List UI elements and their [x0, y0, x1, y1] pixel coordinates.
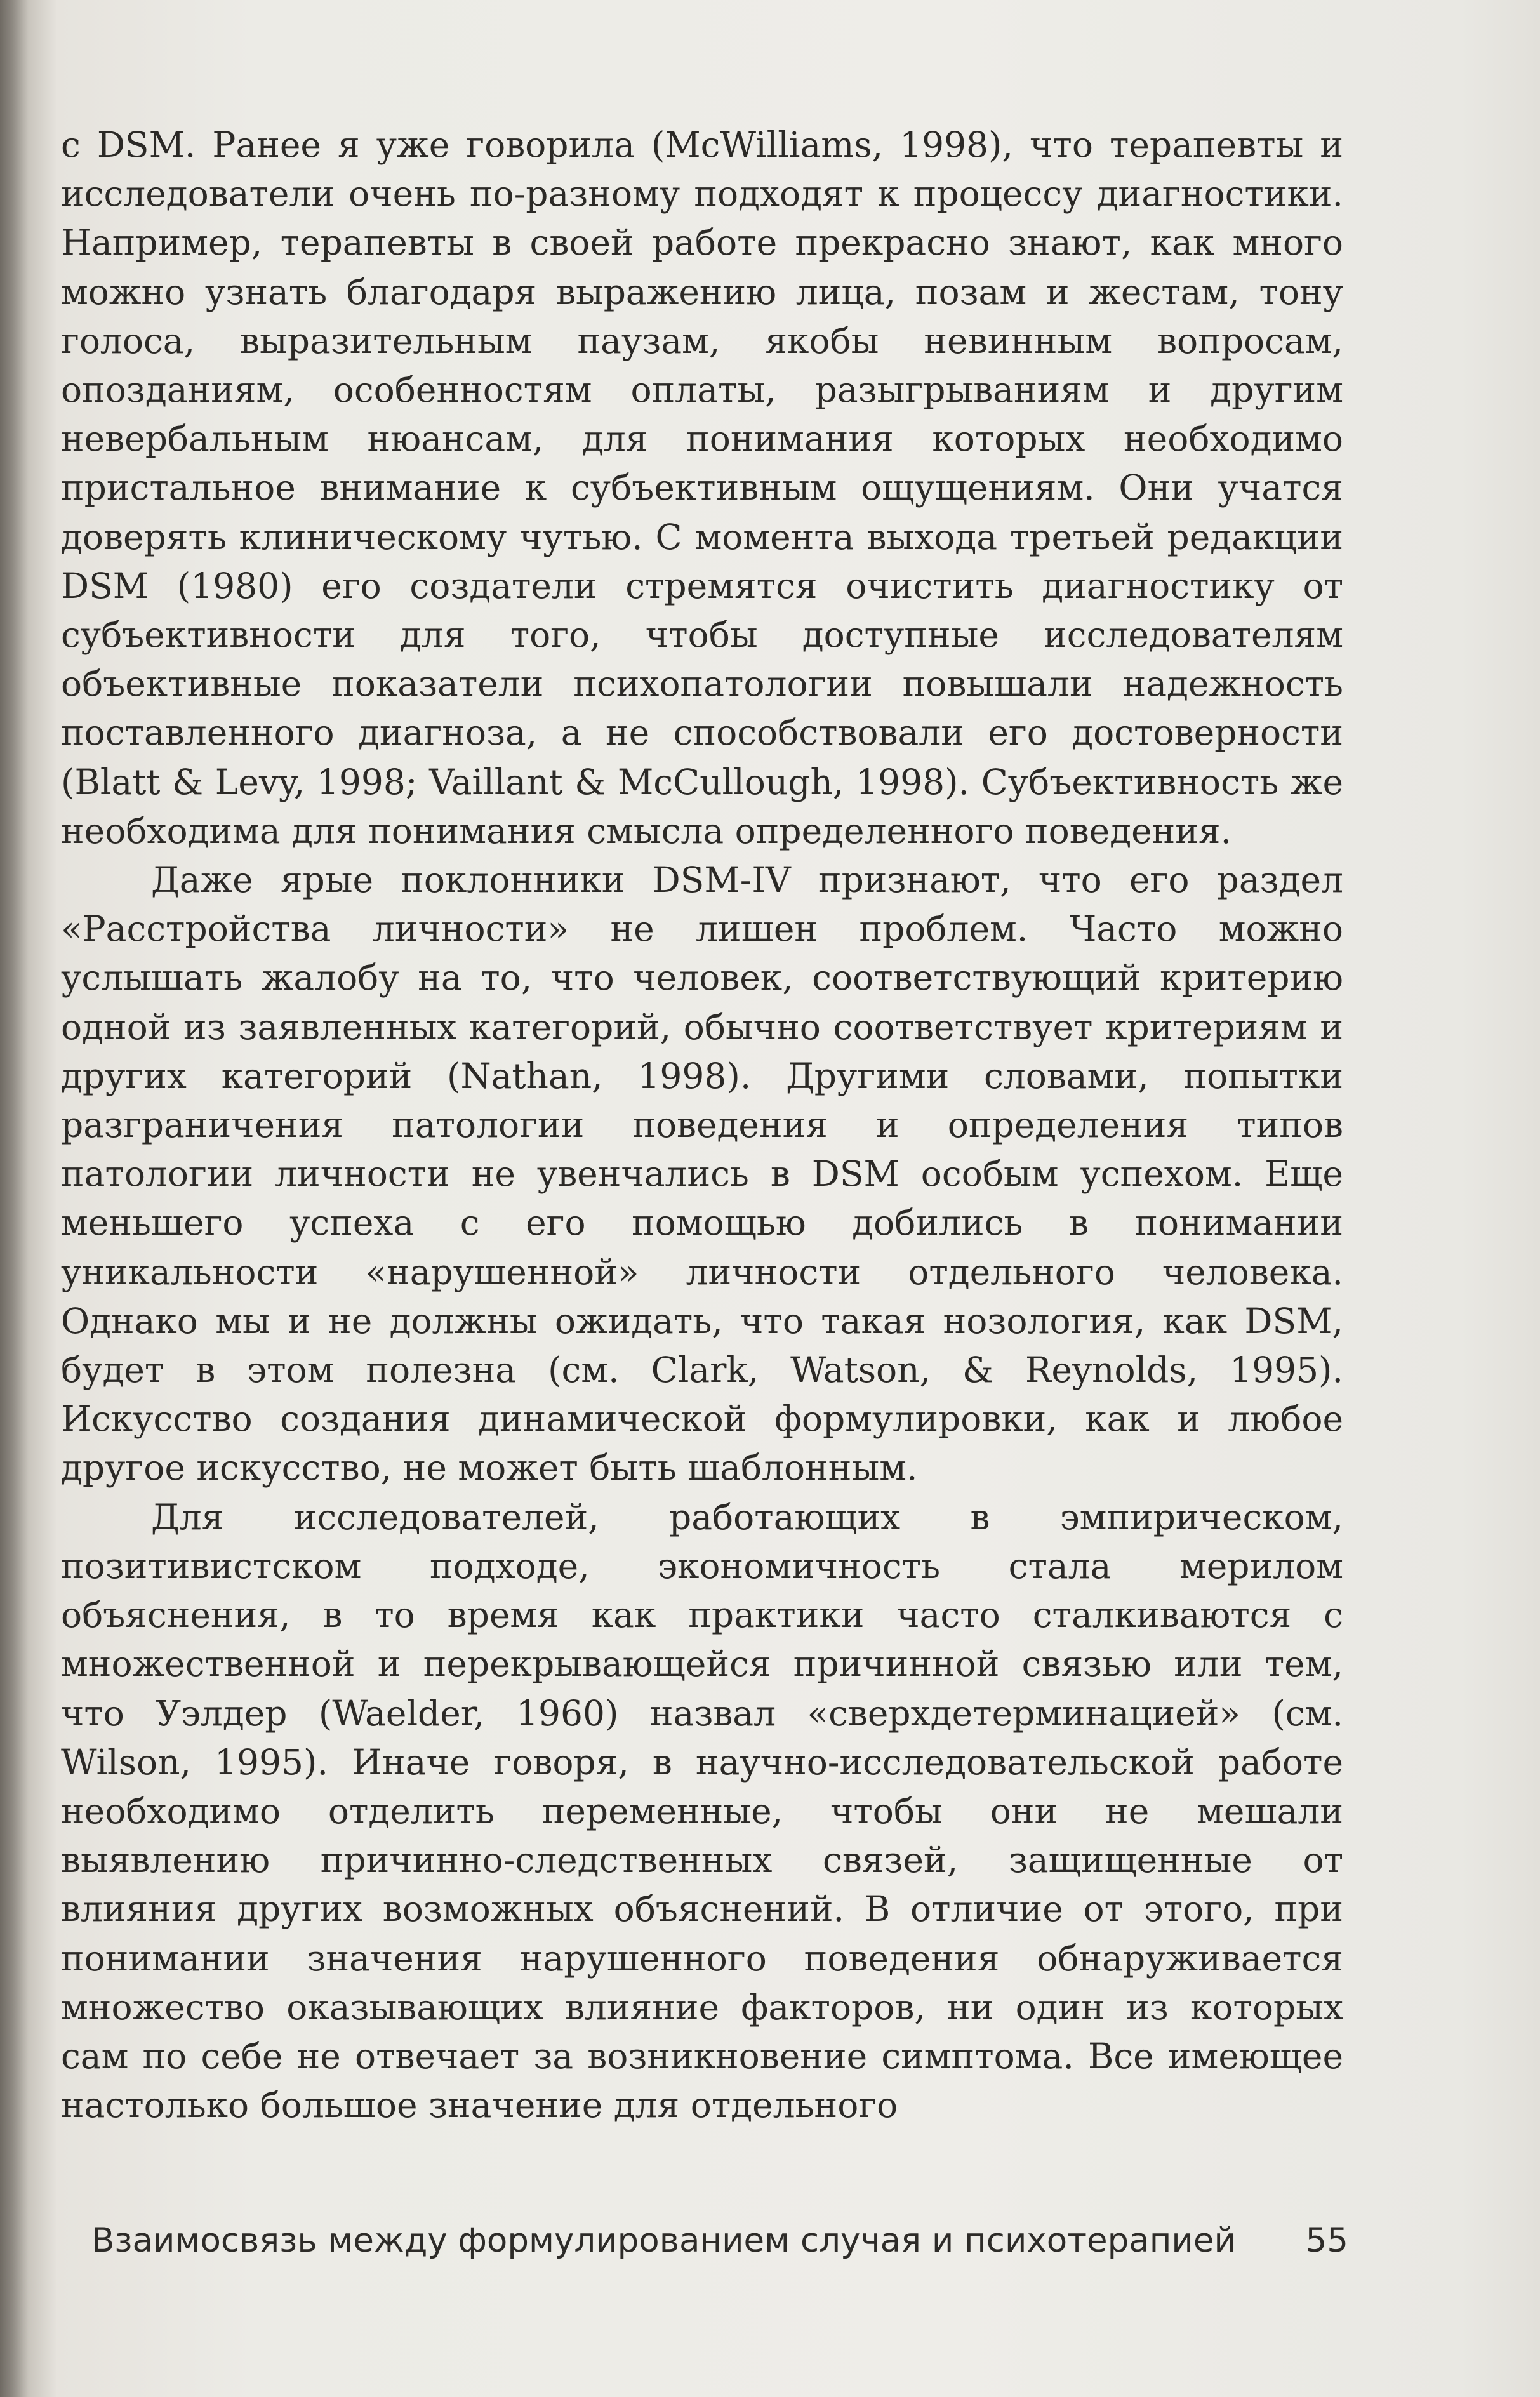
running-title: Взаимосвязь между формулированием случая и психотерапией [91, 2221, 1236, 2260]
body-text [61, 121, 1343, 2130]
paragraph-3: Для исследователей, работающих в эмпирическом, позитивистском подходе, экономичность стала мерилом объяснения, в то время как практики часто сталкиваются с множественной и перекрывающейся причинной связью или тем, что Уэлдер (Waelder, 1960) назвал «сверхдетерминацией» (см. Wilson, 1995). Иначе говоря, в научно-исследовательской работе необходимо отделить переменные, чтобы они не мешали выявлению причинно-следственных связей, защищенные от влияния других возможных объяснений. В отличие от этого, при понимании значения нарушенного поведения обнаруживается множество оказывающих влияние факторов, ни один из которых сам по себе не отвечает за возникновение симптома. Все имеющее настолько большое значение для отдельного [61, 1496, 1343, 2126]
page-number: 55 [1305, 2221, 1348, 2260]
page-footer [91, 2215, 1348, 2266]
paragraph-2: Даже ярые поклонники DSM-IV признают, что его раздел «Расстройства личности» не лишен проблем. Часто можно услышать жалобу на то, что человек, соответствующий критерию одной из заявленных категорий, обычно соответствует критериям и других категорий (Nathan, 1998). Другими словами, попытки разграничения патологии поведения и определения типов патологии личности не увенчались в DSM особым успехом. Еще меньшего успеха с его помощью добились в понимании уникальности «нарушенной» личности отдельного человека. Однако мы и не должны ожидать, что такая нозология, как DSM, будет в этом полезна (см. Clark, Watson, & Reynolds, 1995). Искусство создания динамической формулировки, как и любое другое искусство, не может быть шаблонным. [61, 860, 1343, 1489]
paragraph-1: с DSM. Ранее я уже говорила (McWilliams, 1998), что терапевты и исследователи очень по-разному подходят к процессу диагностики. Например, терапевты в своей работе прекрасно знают, как много можно узнать благодаря выражению лица, позам и жестам, тону голоса, выразительным паузам, якобы невинным вопросам, опозданиям, особенностям оплаты, разыгрываниям и другим невербальным нюансам, для понимания которых необходимо пристальное внимание к субъективным ощущениям. Они учатся доверять клиническому чутью. С момента выхода третьей редакции DSM (1980) его создатели стремятся очистить диагностику от субъективности для того, чтобы доступные исследователям объективные показатели психопатологии повышали надежность поставленного диагноза, а не способствовали его достоверности (Blatt & Levy, 1998; Vaillant & McCullough, 1998). Субъективность же необходима для понимания смысла определенного поведения. [61, 124, 1343, 851]
